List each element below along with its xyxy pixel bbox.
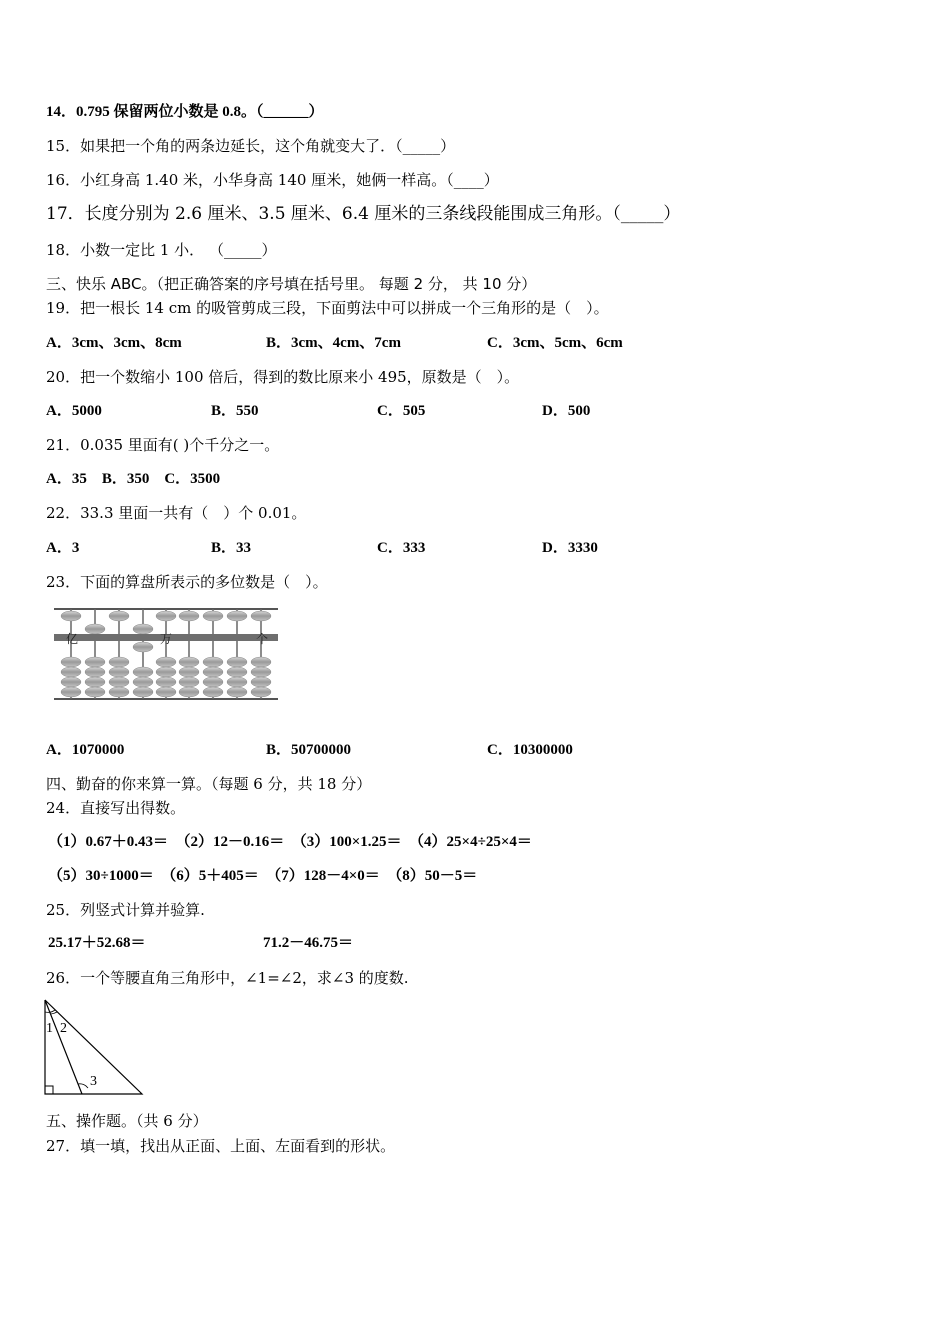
q19-option-a: A．3cm、3cm、8cm: [46, 335, 182, 351]
q22-option-b: B．33: [211, 540, 252, 556]
question-16: 16．小红身高 1.40 米，小华身高 140 厘米，她俩一样高。（____）: [46, 171, 499, 189]
q20-option-c: C．505: [377, 403, 426, 419]
question-24: 24．直接写出得数。: [46, 799, 186, 817]
q22-option-c: C．333: [377, 540, 426, 556]
q25-expr-2: 71.2－46.75＝: [263, 935, 354, 951]
question-15: 15．如果把一个角的两条边延长，这个角就变大了．（_____）: [46, 137, 456, 155]
q23-option-c: C．10300000: [487, 742, 573, 758]
question-19: 19．把一根长 14 cm 的吸管剪成三段，下面剪法中可以拼成一个三角形的是（ ）。: [46, 299, 609, 317]
question-26: 26．一个等腰直角三角形中，∠1=∠2，求∠3 的度数.: [46, 969, 409, 987]
q20-option-b: B．550: [211, 403, 259, 419]
abacus-label-ge: 个: [256, 632, 269, 646]
q20-option-d: D．500: [542, 403, 591, 419]
question-23: 23．下面的算盘所表示的多位数是（ ）。: [46, 573, 328, 591]
angle-label-3: 3: [90, 1074, 97, 1089]
section-4-heading: 四、勤奋的你来算一算。（每题 6 分，共 18 分）: [46, 775, 372, 793]
q21-options: A．35 B．350 C．3500: [46, 471, 221, 487]
abacus-label-wan: 万: [160, 632, 173, 646]
question-20: 20．把一个数缩小 100 倍后，得到的数比原来小 495，原数是（ ）。: [46, 368, 520, 386]
angle-label-2: 2: [60, 1021, 67, 1036]
question-14: 14．0.795 保留两位小数是 0.8。（______）: [46, 104, 324, 120]
q19-option-c: C．3cm、5cm、6cm: [487, 335, 623, 351]
question-25: 25．列竖式计算并验算.: [46, 901, 205, 919]
abacus-label-yi: 亿: [66, 632, 79, 646]
question-22: 22．33.3 里面一共有（ ）个 0.01。: [46, 504, 307, 522]
section-3-heading: 三、快乐 ABC。（把正确答案的序号填在括号里。 每题 2 分， 共 10 分）: [46, 275, 537, 293]
q22-option-d: D．3330: [542, 540, 598, 556]
q25-expr-1: 25.17＋52.68＝: [48, 935, 146, 951]
question-27: 27．填一填，找出从正面、上面、左面看到的形状。: [46, 1137, 396, 1155]
section-5-heading: 五、操作题。（共 6 分）: [46, 1112, 208, 1130]
triangle-figure: [40, 996, 150, 1100]
angle-label-1: 1: [46, 1021, 53, 1036]
q23-option-a: A．1070000: [46, 742, 125, 758]
q23-option-b: B．50700000: [266, 742, 352, 758]
question-21: 21．0.035 里面有( )个千分之一。: [46, 436, 280, 454]
q24-row-1: （1）0.67＋0.43＝ （2）12－0.16＝ （3）100×1.25＝ （4）25×4÷25×4＝: [48, 834, 532, 850]
q24-row-2: （5）30÷1000＝ （6）5＋405＝ （7）128－4×0＝ （8）50－5＝: [48, 868, 478, 884]
q20-option-a: A．5000: [46, 403, 102, 419]
q19-option-b: B．3cm、4cm、7cm: [266, 335, 401, 351]
abacus-figure: [50, 605, 282, 705]
q22-option-a: A．3: [46, 540, 80, 556]
question-17: 17．长度分别为 2.6 厘米、3.5 厘米、6.4 厘米的三条线段能围成三角形。（_____）: [46, 204, 681, 224]
question-18: 18．小数一定比 1 小． （_____）: [46, 241, 277, 259]
